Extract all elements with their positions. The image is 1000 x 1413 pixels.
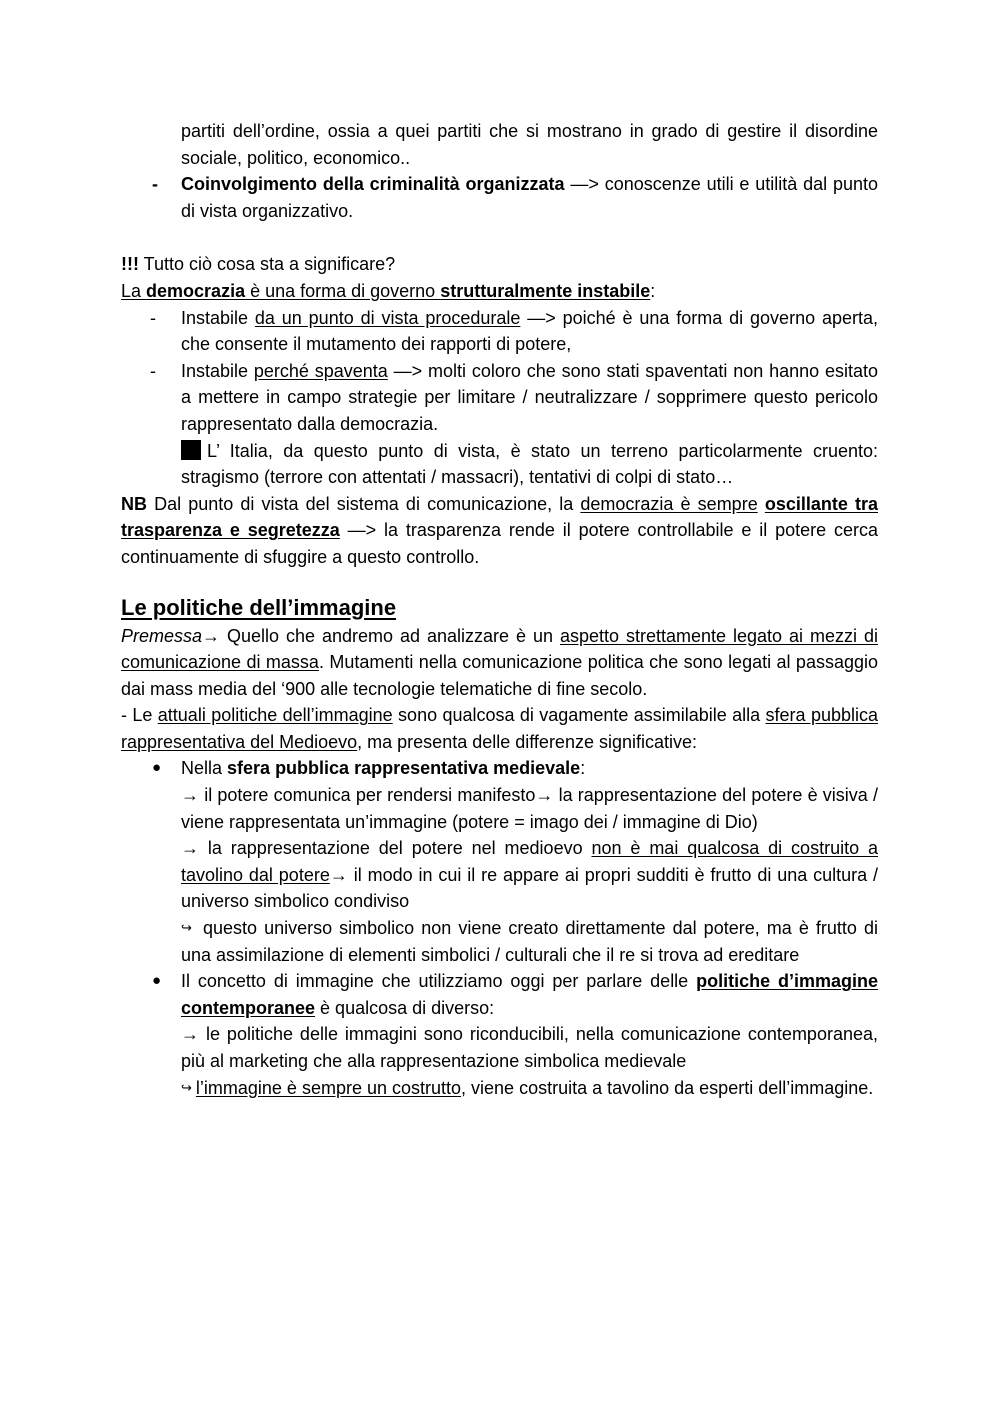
return-arrow-icon: ↪ <box>181 920 192 936</box>
section-heading: Le politiche dell’immagine <box>121 594 397 620</box>
list-item-criminalita <box>121 171 878 224</box>
dash-marker: - <box>152 174 158 195</box>
bullet-item-contemporanee: ● Il concetto di immagine che utilizziamo oggi per parlare delle politiche d’immagine contemporanee è qualcosa di diverso: <box>121 968 878 1021</box>
bullet-item-medievale: ● Nella sfera pubblica rappresentativa medievale: <box>121 755 878 782</box>
underlined-phrase: democrazia è sempre <box>580 493 758 514</box>
sub-line: → le politiche delle immagini sono riconducibili, nella comunicazione contemporanea, più al marketing che alla rappresentazione simbolica medievale <box>181 1024 878 1071</box>
question-text: Tutto ciò cosa sta a significare? <box>138 254 396 275</box>
bold-underlined-phrase: oscillante tra trasparenza e segretezza <box>121 493 878 541</box>
arrow-icon: → <box>202 625 221 646</box>
premessa-paragraph: Premessa→ Quello che andremo ad analizzare è un aspetto strettamente legato ai mezzi di comunicazione di massa. Mutamenti nella comunicazione politica che sono legati al passaggio dai mass media del ‘900 alle tecnologie telematiche di fine secolo. <box>121 625 878 699</box>
sub-line: → la rappresentazione del potere nel medioevo non è mai qualcosa di costruito a tavolino dal potere→ il modo in cui il re appare ai propri sudditi è frutto di una cultura / universo simbolico condiviso <box>181 838 878 912</box>
statement-text: La democrazia è una forma di governo strutturalmente instabile <box>121 280 651 301</box>
democrazia-statement: La democrazia è una forma di governo strutturalmente instabile: <box>121 280 656 301</box>
intro-paragraph: - Le attuali politiche dell’immagine sono qualcosa di vagamente assimilabile alla sfera pubblica rappresentativa del Medioevo, ma presenta delle differenze significative: <box>121 705 878 752</box>
underlined-phrase: l’immagine è sempre un costrutto <box>195 1077 462 1098</box>
bold-underlined-phrase: politiche d’immagine contemporanee <box>181 971 879 1018</box>
note-text: L’ Italia, da questo punto di vista, è stato un terreno particolarmente cruento: stragismo (terrore con attentati / massacri), tentativi di colpi di stato… <box>181 440 878 488</box>
underlined-phrase: attuali politiche dell’immagine <box>157 705 393 726</box>
underlined-phrase: perché spaventa <box>253 360 388 381</box>
sub-line: ↪ l’immagine è sempre un costrutto, viene costruita a tavolino da esperti dell’immagine. <box>181 1075 878 1102</box>
document-page <box>121 118 878 1101</box>
sub-line: → il potere comunica per rendersi manifesto→ la rappresentazione del potere è visiva / viene rappresentata un’immagine (potere = imago dei / immagine di Dio) <box>181 785 878 832</box>
underlined-phrase: non è mai qualcosa di costruito a tavolino dal potere <box>181 838 878 885</box>
nb-label: NB <box>121 493 147 514</box>
list-continuation: partiti dell’ordine, ossia a quei partiti che si mostrano in grado di gestire il disordine sociale, politico, economico.. <box>181 121 878 168</box>
list-item-spaventa: - Instabile perché spaventa —> molti coloro che sono stati spaventati non hanno esitato a mettere in campo strategie per limitare / neutralizzare / sopprimere questo pericolo rappresentato dalla democrazia. <box>121 358 878 438</box>
list-item-text: —> conoscenze utili e utilità dal punto di vista organizzativo. <box>181 174 878 221</box>
list-item-procedurale: - Instabile da un punto di vista procedurale —> poiché è una forma di governo aperta, che consente il mutamento dei rapporti di potere, <box>121 305 878 358</box>
underlined-phrase: aspetto strettamente legato ai mezzi di comunicazione di massa <box>121 625 878 673</box>
nb-paragraph: NB Dal punto di vista del sistema di comunicazione, la democrazia è sempre oscillante tra trasparenza e segretezza —> la trasparenza rende il potere controllabile e il potere cerca continuamente di sfuggire a questo controllo. <box>121 493 879 567</box>
underlined-phrase: da un punto di vista procedurale <box>254 307 521 328</box>
question-line <box>121 251 878 278</box>
bullet-marker: ● <box>152 759 162 777</box>
exclamation-marks: !!! <box>121 254 139 275</box>
dash-marker: - <box>150 360 156 381</box>
bold-term: Coinvolgimento della criminalità organizzata <box>181 174 565 195</box>
premessa-label: Premessa <box>121 625 203 646</box>
return-arrow-icon: ↪ <box>181 1079 192 1095</box>
dash-marker: - <box>150 307 156 328</box>
underlined-phrase: sfera pubblica rappresentativa del Medioevo <box>121 705 878 752</box>
sub-line: ↪ questo universo simbolico non viene creato direttamente dal potere, ma è frutto di una assimilazione di elementi simbolici / culturali che il re si trova ad ereditare <box>181 915 878 968</box>
italia-note <box>181 438 878 491</box>
bullet-marker: ● <box>152 972 162 990</box>
bold-term: sfera pubblica rappresentativa medievale <box>227 758 581 779</box>
black-square-icon <box>181 440 201 460</box>
